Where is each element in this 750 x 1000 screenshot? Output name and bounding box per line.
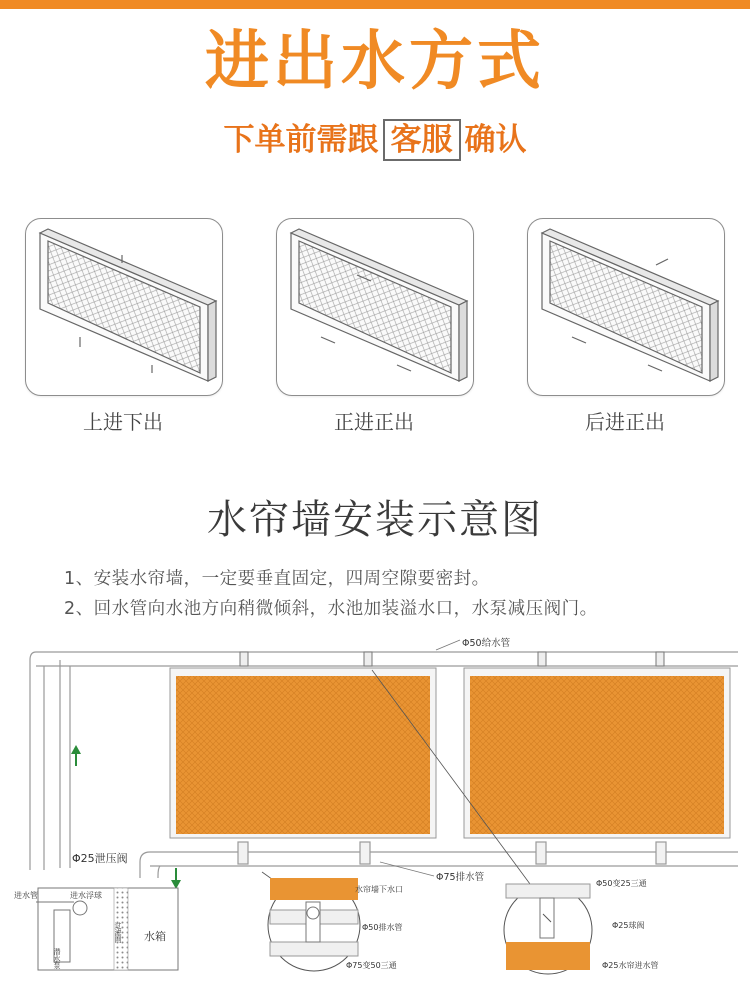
method-label-2: 正进正出: [334, 410, 414, 434]
detail-outlet-label: 水帘墙下水口: [355, 885, 403, 894]
subtitle-before: 下单前需跟: [223, 122, 379, 158]
supply-pipe-label: Φ50给水管: [462, 638, 511, 649]
flow-arrow-up: [71, 745, 81, 766]
detail-callout-drain: [268, 878, 360, 971]
detail-callout-inlet: [504, 884, 592, 974]
tank-label: 水箱: [144, 930, 166, 943]
subtitle-after: 确认: [464, 122, 527, 158]
detail-reducer2-label: Φ50变25三通: [596, 879, 647, 888]
pad-hangers: [240, 652, 664, 666]
detail-drain-label: Φ50排水管: [362, 923, 403, 932]
cooling-pad-left: [170, 668, 436, 838]
float-ball-label: 进水浮球: [70, 891, 102, 900]
relief-valve-label: Φ25泄压阀: [72, 852, 128, 865]
method-label-1: 上进下出: [83, 410, 163, 434]
schematic-title: 水帘墙安装示意图: [207, 497, 543, 543]
drain-pipe-label: Φ75排水管: [436, 872, 485, 883]
inlet-pipe-label: 进水管: [14, 891, 38, 900]
flow-arrow-down: [171, 868, 181, 889]
install-note-2: 2、回水管向水池方向稍微倾斜，水池加装溢水口，水泵减压阀门。: [64, 599, 598, 619]
install-note-1: 1、安装水帘墙，一定要垂直固定，四周空隙要密封。: [64, 569, 490, 589]
detail-reducer-label: Φ75变50三通: [346, 961, 397, 970]
filter-label: 过滤网: [114, 922, 122, 943]
pump-label: 潜水泵: [53, 948, 61, 969]
detail-inlet-label: Φ25水帘进水管: [602, 961, 659, 970]
method-label-3: 后进正出: [585, 410, 665, 434]
detail-ball-valve-label: Φ25球阀: [612, 921, 645, 930]
page-title: 进出水方式: [205, 25, 545, 99]
subtitle-boxed-service: 客服: [383, 119, 461, 161]
cooling-pad-right: [464, 668, 730, 838]
